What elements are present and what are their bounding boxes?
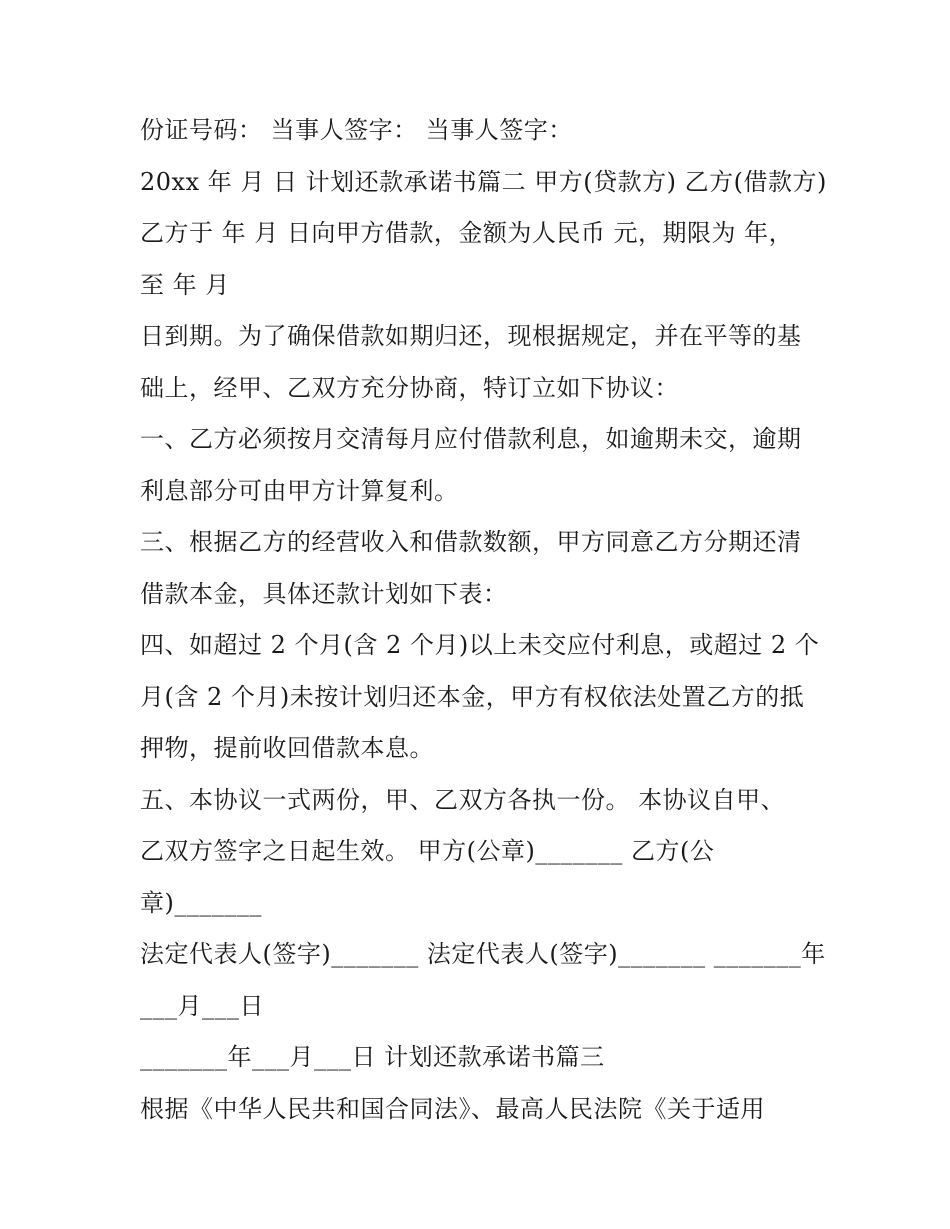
document-body (140, 108, 827, 1138)
text-line: 借款本金，具体还款计划如下表： (140, 579, 508, 608)
text-line: 三、根据乙方的经营收入和借款数额，甲方同意乙方分期还清 (140, 528, 802, 556)
text-line: 至 年 月 (140, 270, 230, 299)
text-line: 五、本协议一式两份，甲、乙双方各执一份。 本协议自甲、 (140, 785, 786, 814)
text-line: 四、如超过 2 个月(含 2 个月)以上未交应付利息，或超过 2 个 (140, 631, 820, 659)
text-line: _______年___月___日 计划还款承诺书篇三 (140, 1043, 605, 1071)
text-line: 利息部分可由甲方计算复利。 (140, 476, 459, 505)
text-line: 份证号码： 当事人签字： 当事人签字： (140, 116, 573, 144)
text-line: 根据《中华人民共和国合同法》、最高人民法院《关于适用 (140, 1094, 765, 1123)
text-line: 押物，提前收回借款本息。 (140, 734, 434, 762)
text-line: ___月___日 (140, 991, 264, 1020)
text-line: 一、乙方必须按月交清每月应付借款利息，如逾期未交，逾期 (140, 425, 802, 453)
text-line: 20xx 年 月 日 计划还款承诺书篇二 甲方(贷款方) 乙方(借款方) (140, 167, 827, 196)
text-line: 法定代表人(签字)_______ 法定代表人(签字)_______ _______年 (140, 940, 826, 968)
text-line: 月(含 2 个月)未按计划归还本金，甲方有权依法处置乙方的抵 (140, 682, 805, 711)
text-line: 乙方于 年 月 日向甲方借款，金额为人民币 元，期限为 年， (140, 219, 794, 247)
text-line: 章)_______ (140, 888, 262, 917)
text-line: 日到期。为了确保借款如期归还，现根据规定，并在平等的基 (140, 322, 802, 350)
text-line: 础上，经甲、乙双方充分协商，特订立如下协议： (140, 373, 679, 402)
text-line: 乙双方签字之日起生效。 甲方(公章)_______ 乙方(公 (140, 837, 715, 865)
